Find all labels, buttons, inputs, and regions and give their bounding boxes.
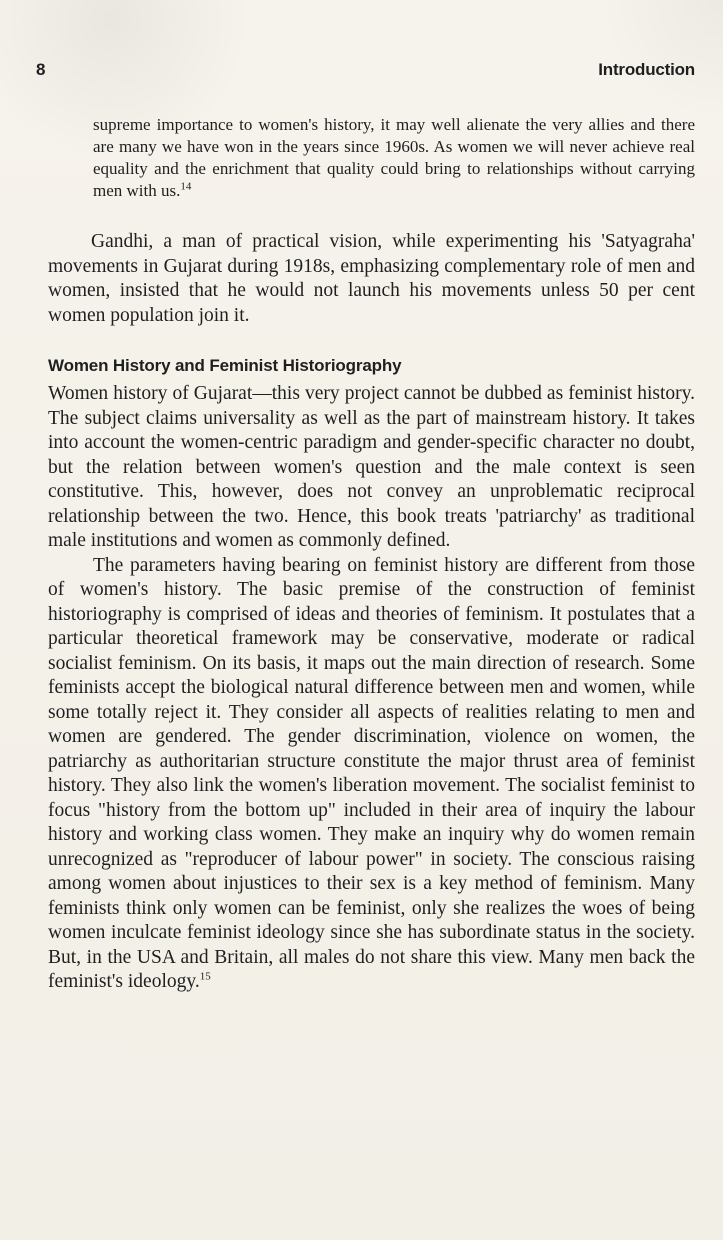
section-body — [48, 382, 695, 995]
page-number: 8 — [36, 60, 46, 79]
footnote-marker-15: 15 — [199, 970, 211, 983]
running-head — [36, 60, 695, 82]
page-content — [48, 114, 695, 995]
section-paragraph-1: Women history of Gujarat—this very project cannot be dubbed as feminist history. The subject claims universality as well as the part of mainstream history. It takes into account the women-centric paradigm and gender-specific character no doubt, but the relation between women's question and the male context is seen constitutive. This, however, does not convey an unproblematic reciprocal relationship between the two. Hence, this book treats 'patriarchy' as traditional male institutions and women as commonly defined. — [48, 383, 695, 551]
footnote-marker-14: 14 — [180, 180, 192, 193]
gandhi-paragraph: Gandhi, a man of practical vision, while experimenting his 'Satyagraha' movements in Gujarat during 1918s, emphasizing complementary role of men and women, insisted that he would not launch his movements unless 50 per cent women population join it. — [48, 231, 695, 326]
section-heading: Women History and Feminist Historiography — [48, 356, 402, 375]
blockquote — [93, 114, 695, 202]
chapter-title: Introduction — [598, 60, 695, 79]
section-paragraph-2 — [48, 554, 695, 995]
section-paragraph-2-text: The parameters having bearing on feminist history are different from those of women's history. The basic premise of the construction of feminist historiography is comprised of ideas and theories of feminism. It postulates that a particular theoretical framework may be conservative, moderate or radical socialist feminism. On its basis, it maps out the main direction of research. Some feminists accept the biological natural difference between men and women, while some totally reject it. They consider all aspects of realities relating to men and women are gendered. The gender discrimination, violence on women, the patriarchy as authoritarian structure constitute the major thrust area of feminist history. They also link the women's liberation movement. The socialist feminist to focus "history from the bottom up" included in their area of inquiry the labour history and working class women. They make an inquiry why do women remain unrecognized as "reproducer of labour power" in society. The conscious raising among women about injustices to their sex is a key method of feminism. Many feminists think only women can be feminist, only she realizes the woes of being women inculcate feminist ideology since she has subordinate status in the society. But, in the USA and Britain, all males do not share this view. Many men back the feminist's ideology. — [48, 554, 695, 992]
blockquote-text: supreme importance to women's history, it may well alienate the very allies and there are many we have won in the years since 1960s. As women we will never achieve real equality and the enrichment that quality could bring to relationships without carrying men with us. — [93, 115, 695, 200]
